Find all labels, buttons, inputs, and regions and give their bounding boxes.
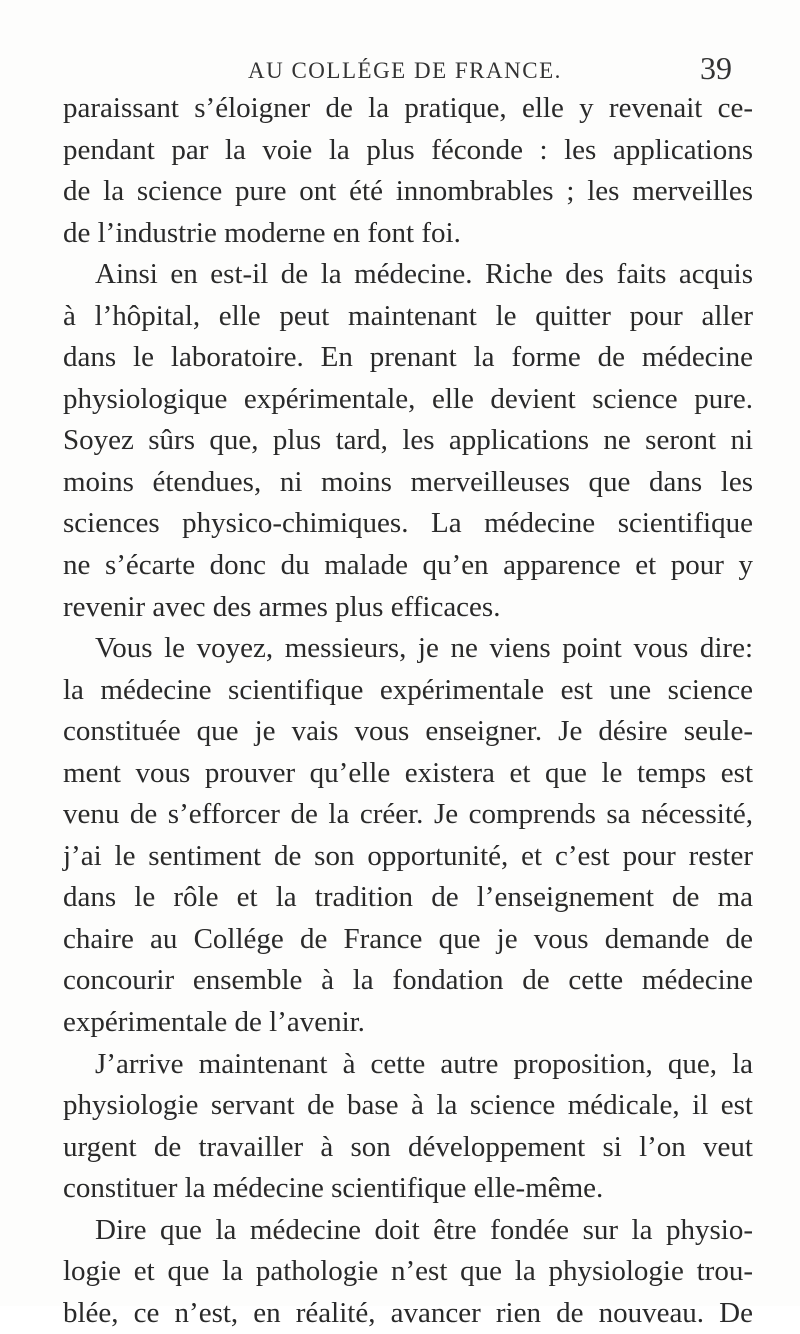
text-line: chaire au Collége de France que je vous demande de (63, 922, 753, 955)
text-line: dans le rôle et la tradition de l’enseignement de ma (63, 881, 753, 914)
text-line: expérimentale de l’avenir. (63, 1006, 365, 1039)
text-line: de l’industrie moderne en font foi. (63, 216, 461, 249)
text-line: concourir ensemble à la fondation de cette médecine (63, 964, 753, 997)
text-line: moins étendues, ni moins merveilleuses que dans les (63, 465, 753, 498)
text-line: revenir avec des armes plus efficaces. (63, 590, 501, 623)
text-line: urgent de travailler à son développement si l’on veut (63, 1130, 753, 1163)
text-line: la médecine scientifique expérimentale est une science (63, 673, 753, 706)
text-line: Vous le voyez, messieurs, je ne viens point vous dire: (95, 632, 753, 665)
text-line: physiologique expérimentale, elle devient science pure. (63, 382, 753, 415)
text-line: physiologie servant de base à la science médicale, il est (63, 1089, 753, 1122)
text-line: ne s’écarte donc du malade qu’en apparence et pour y (63, 549, 753, 582)
text-line: constituer la médecine scientifique elle-même. (63, 1172, 604, 1205)
text-line: Soyez sûrs que, plus tard, les applications ne seront ni (63, 424, 753, 457)
text-line: Ainsi en est-il de la médecine. Riche des faits acquis (95, 258, 753, 291)
text-line: de la science pure ont été innombrables ; les merveilles (63, 175, 753, 208)
text-line: blée, ce n’est, en réalité, avancer rien de nouveau. De (63, 1296, 753, 1329)
text-line: ment vous prouver qu’elle existera et que le temps est (63, 756, 753, 789)
running-title: AU COLLÉGE DE FRANCE. (248, 58, 562, 83)
text-line: dans le laboratoire. En prenant la forme de médecine (63, 341, 753, 374)
text-line: sciences physico-chimiques. La médecine scientifique (63, 507, 753, 540)
text-line: pendant par la voie la plus féconde : les applications (63, 133, 753, 166)
body-text (63, 88, 753, 1334)
text-line: logie et que la pathologie n’est que la physiologie trou- (63, 1255, 753, 1288)
text-line: Dire que la médecine doit être fondée sur la physio- (95, 1213, 753, 1246)
text-line: venu de s’efforcer de la créer. Je comprends sa nécessité, (63, 798, 753, 831)
text-line: constituée que je vais vous enseigner. Je désire seule- (63, 715, 753, 748)
text-line: paraissant s’éloigner de la pratique, elle y revenait ce- (63, 92, 753, 124)
text-line: à l’hôpital, elle peut maintenant le quitter pour aller (63, 299, 753, 332)
text-line: J’arrive maintenant à cette autre proposition, que, la (95, 1047, 753, 1080)
running-header (0, 48, 800, 88)
text-line: j’ai le sentiment de son opportunité, et c’est pour rester (63, 839, 753, 872)
page-number: 39 (700, 50, 732, 86)
